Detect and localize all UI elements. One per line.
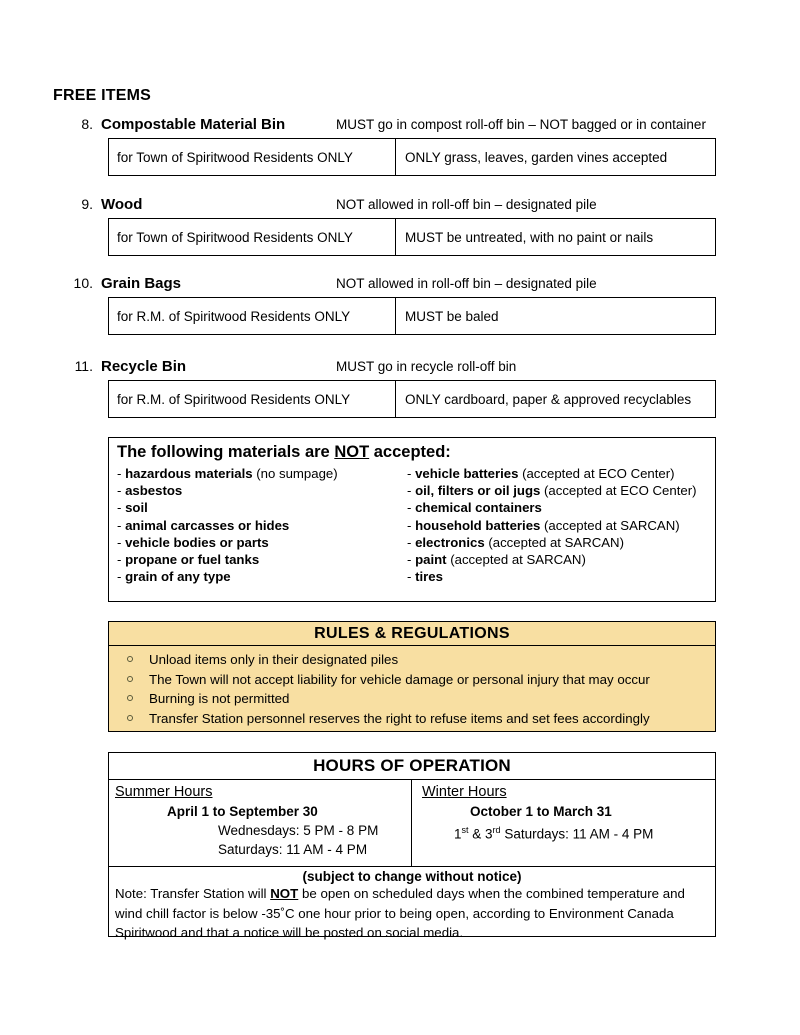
not-accepted-item-name: animal carcasses or hides [125,517,290,533]
not-accepted-right-column [407,465,712,585]
not-accepted-item-name: asbestos [125,483,183,499]
free-item-number: 11. [74,358,93,374]
not-accepted-item-name: soil [125,500,148,516]
rules-list [109,646,715,728]
free-item-title: Grain Bags [101,275,182,292]
rule-list-item [109,689,715,709]
not-accepted-title-pre: The following materials are [117,443,335,461]
winter-hours-label: Winter Hours [422,784,507,800]
free-item-number: 8. [81,116,93,132]
free-item-title: Recycle Bin [101,358,187,375]
free-item-description: MUST go in compost roll-off bin – NOT bagged or in container [336,117,706,132]
free-item-rule: ONLY grass, leaves, garden vines accepted [405,149,668,165]
rule-list-item [109,650,715,670]
not-accepted-item: - asbestos [117,483,183,499]
free-item-description: MUST go in recycle roll-off bin [336,359,517,374]
free-item-table [108,218,716,256]
rule-list-item [109,670,715,690]
free-item-rule: MUST be baled [405,308,499,324]
not-accepted-item: - grain of any type [117,569,231,585]
hours-title: HOURS OF OPERATION [109,753,715,780]
rule-text: Transfer Station personnel reserves the right to refuse items and set fees accordingly [149,710,650,726]
free-item-eligibility: for R.M. of Spiritwood Residents ONLY [109,381,396,417]
not-accepted-title [109,443,715,462]
hours-of-operation-box [108,752,716,940]
not-accepted-item-note: (accepted at ECO Center) [518,466,675,481]
not-accepted-item: - vehicle bodies or parts [117,534,269,550]
circle-bullet-icon [127,676,133,682]
rules-title: RULES & REGULATIONS [109,622,715,646]
not-accepted-item-name: oil, filters or oil jugs [415,483,541,499]
free-item-title: Compostable Material Bin [101,116,286,133]
not-accepted-item-note: (accepted at ECO Center) [540,483,697,499]
page-section-heading: FREE ITEMS [53,87,152,104]
not-accepted-item-name: tires [415,569,443,585]
free-item-number: 10. [73,275,93,291]
not-accepted-item-note: (no sumpage) [252,466,338,481]
hours-columns [109,780,715,867]
rules-and-regulations-box [108,621,716,732]
not-accepted-item: - household batteries (accepted at SARCAN) [407,517,680,533]
circle-bullet-icon [127,695,133,701]
winter-hours-line [422,821,714,844]
free-item-block [53,358,753,407]
note-emphasis: NOT [270,886,299,901]
free-item-header [53,358,753,378]
hours-note-section [109,867,715,943]
not-accepted-item-name: grain of any type [125,569,231,585]
rule-text: The Town will not accept liability for vehicle damage or personal injury that may occur [149,671,650,687]
cold-weather-note [115,884,709,943]
free-item-header [53,275,753,295]
free-item-block [53,196,753,245]
winter-ordinal-suffix-1: st [461,825,469,835]
not-accepted-item-note: (accepted at SARCAN) [446,552,586,568]
note-text-part-1: Note: Transfer Station will [115,886,271,901]
winter-hours-column [412,780,714,866]
free-item-rule: MUST be untreated, with no paint or nails [405,229,654,245]
not-accepted-item: - electronics (accepted at SARCAN) [407,534,624,550]
not-accepted-item: - chemical containers [407,500,542,516]
not-accepted-item-name: household batteries [415,517,541,533]
winter-ordinal-suffix-2: rd [492,825,501,835]
not-accepted-item: - vehicle batteries (accepted at ECO Center) [407,466,675,481]
free-item-table [108,138,716,176]
free-item-block [53,275,753,324]
not-accepted-box [108,437,716,602]
summer-hours-column [109,780,412,866]
free-item-title: Wood [101,196,143,213]
circle-bullet-icon [127,656,133,662]
winter-ordinal-1: 1 [454,826,462,842]
free-item-rule: ONLY cardboard, paper & approved recyclables [405,391,692,407]
rule-text: Unload items only in their designated piles [149,652,399,667]
not-accepted-title-emphasis: NOT [334,443,370,461]
free-item-header [53,196,753,216]
summer-hours-line: Saturdays: 11 AM - 4 PM [218,842,368,857]
not-accepted-item-note: (accepted at SARCAN) [484,534,624,550]
not-accepted-item-name: vehicle bodies or parts [125,534,269,550]
winter-date-range: October 1 to March 31 [470,804,612,819]
not-accepted-item-name: vehicle batteries [415,466,519,481]
not-accepted-item: - oil, filters or oil jugs (accepted at ECO Center) [407,483,697,499]
free-item-number: 9. [81,196,93,212]
rule-list-item [109,709,715,729]
not-accepted-item-name: hazardous materials [125,466,253,481]
free-item-table [108,297,716,335]
summer-hours-line: Wednesdays: 5 PM - 8 PM [218,823,379,838]
winter-hours-text: Saturdays: 11 AM - 4 PM [500,826,654,842]
summer-hours-label: Summer Hours [115,784,213,800]
not-accepted-item: - soil [117,500,148,516]
not-accepted-item-name: electronics [415,534,485,550]
free-item-eligibility: for Town of Spiritwood Residents ONLY [109,219,396,255]
not-accepted-item-note: (accepted at SARCAN) [540,517,680,533]
note-text-part-2: be open on scheduled days when the combined temperature and wind chill factor is below -35˚C one hour prior to being open, according to Environment Canada Spiritwood and that a notice will be posted on social media. [115,886,685,940]
subject-to-change-note: (subject to change without notice) [302,869,522,884]
free-item-block [53,116,753,165]
free-item-eligibility: for Town of Spiritwood Residents ONLY [109,139,396,175]
not-accepted-item: - propane or fuel tanks [117,552,260,568]
winter-ordinal-mid: & 3 [468,826,493,842]
not-accepted-item: - tires [407,569,443,585]
not-accepted-item: - animal carcasses or hides [117,517,290,533]
free-item-description: NOT allowed in roll-off bin – designated pile [336,276,597,291]
free-item-table [108,380,716,418]
not-accepted-item: - hazardous materials (no sumpage) [117,466,338,481]
not-accepted-item-name: propane or fuel tanks [125,552,260,568]
not-accepted-item: - paint (accepted at SARCAN) [407,552,586,568]
summer-date-range: April 1 to September 30 [167,804,318,819]
not-accepted-title-post: accepted: [369,443,451,461]
free-item-eligibility: for R.M. of Spiritwood Residents ONLY [109,298,396,334]
not-accepted-item-name: chemical containers [415,500,542,516]
rule-text: Burning is not permitted [149,691,290,706]
not-accepted-item-name: paint [415,552,447,568]
not-accepted-left-column [117,465,407,585]
free-item-description: NOT allowed in roll-off bin – designated pile [336,197,597,212]
circle-bullet-icon [127,715,133,721]
free-item-header [53,116,753,136]
